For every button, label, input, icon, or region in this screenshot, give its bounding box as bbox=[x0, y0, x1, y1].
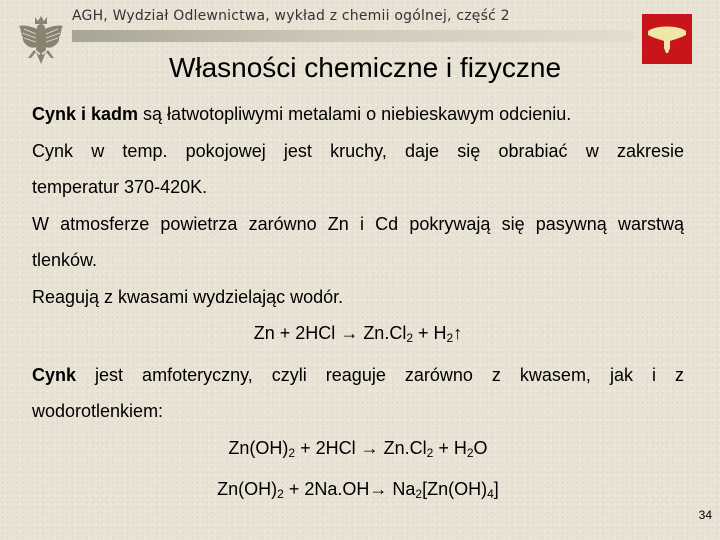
paragraph-amphoteric-line2: wodorotlenkiem: bbox=[32, 401, 164, 421]
paragraph-acids: Reagują z kwasami wydzielając wodór. bbox=[32, 286, 344, 307]
eq-term: Zn.Cl bbox=[378, 437, 427, 458]
slide-title: Własności chemiczne i fizyczne bbox=[168, 52, 562, 83]
header-rule bbox=[72, 30, 634, 42]
paragraph-amphoteric-line1 bbox=[32, 357, 684, 394]
eq-term: Zn.Cl bbox=[358, 323, 407, 343]
gas-arrow-icon: ↑ bbox=[453, 323, 463, 343]
reaction-arrow-icon: → bbox=[369, 479, 388, 499]
eq-subscript: 4 bbox=[487, 487, 494, 501]
eq-subscript: 2 bbox=[446, 331, 454, 345]
eq-term: + 2Na.OH bbox=[283, 479, 370, 499]
eq-term: + 2HCl bbox=[295, 437, 361, 458]
eq-term: Zn(OH) bbox=[217, 479, 278, 499]
eq-subscript: 2 bbox=[426, 445, 434, 460]
eq-subscript: 2 bbox=[415, 487, 423, 501]
equation-zn-hydroxide-hcl bbox=[32, 430, 684, 472]
eq-subscript: 2 bbox=[406, 331, 414, 345]
paragraph-text: jest amfoteryczny, czyli reaguje zarówno z kwasem, jak i z bbox=[76, 364, 684, 385]
paragraph-text: są łatwotopliwymi metalami o niebieskawym odcieniu. bbox=[138, 104, 572, 124]
eq-term: Zn(OH) bbox=[228, 437, 289, 458]
eq-term: Na bbox=[387, 479, 416, 499]
paragraph-passivation-line2: tlenków. bbox=[32, 250, 98, 270]
paragraph-brittle-line1: Cynk w temp. pokojowej jest kruchy, daje się obrabiać w zakresie bbox=[32, 140, 684, 161]
reaction-arrow-icon: → bbox=[360, 437, 379, 458]
equation-zn-hydroxide-naoh bbox=[32, 471, 684, 513]
reaction-arrow-icon: → bbox=[340, 323, 359, 343]
slide-body bbox=[32, 96, 684, 513]
paragraph-passivation-line1: W atmosferze powietrza zarówno Zn i Cd pokrywają się pasywną warstwą bbox=[32, 213, 684, 234]
eq-subscript: 2 bbox=[466, 445, 474, 460]
paragraph-zinc-cadmium bbox=[32, 96, 684, 133]
eq-subscript: 2 bbox=[288, 445, 296, 460]
bold-term: Cynk bbox=[32, 364, 77, 385]
eq-term: O bbox=[473, 437, 488, 458]
bold-term: Cynk i kadm bbox=[32, 104, 139, 124]
paragraph-brittle-line2: temperatur 370-420K. bbox=[32, 177, 208, 197]
eq-term: + H bbox=[433, 437, 467, 458]
course-header: AGH, Wydział Odlewnictwa, wykład z chemii ogólnej, część 2 bbox=[72, 8, 510, 24]
page-number: 34 bbox=[698, 508, 712, 522]
equation-zn-hcl bbox=[32, 315, 684, 357]
eq-subscript: 2 bbox=[277, 487, 284, 501]
eq-term: [Zn(OH) bbox=[422, 479, 488, 499]
eq-term: ] bbox=[493, 479, 499, 499]
eq-term: + H bbox=[413, 323, 447, 343]
eq-term: Zn + 2HCl bbox=[253, 323, 341, 343]
